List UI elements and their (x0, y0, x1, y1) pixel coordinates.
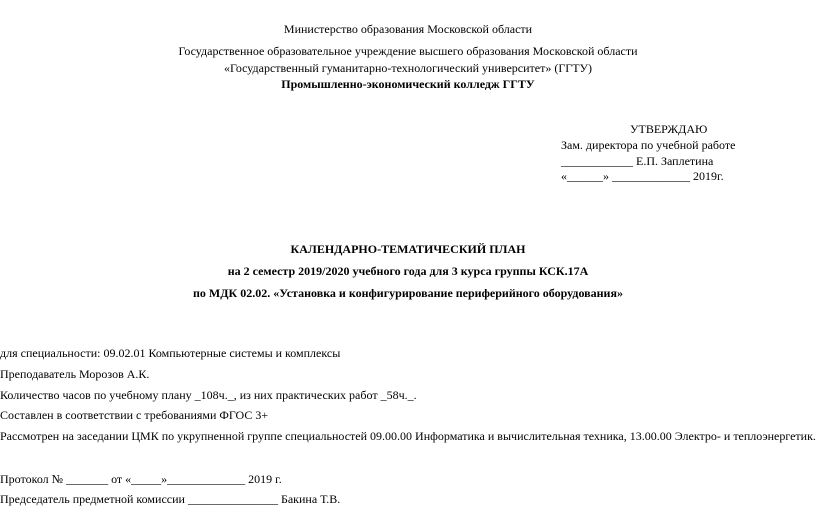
standard-line: Составлен в соответствии с требованиями ФГОС 3+ (0, 408, 269, 422)
ministry-line: Министерство образования Московской области (283, 22, 533, 36)
hours-prefix: Количество часов по учебному плану (0, 388, 195, 402)
hours-suffix: . (413, 388, 417, 402)
protocol-line: Протокол № _______ от «_____»_____________ 2019 г. (0, 472, 282, 486)
teacher-line: Преподаватель Морозов А.К. (0, 367, 150, 381)
approval-date: «______» _____________ 2019г. (561, 169, 724, 183)
institution-line-1: Государственное образовательное учреждение высшего образования Московской области (178, 44, 638, 58)
plan-module: по МДК 02.02. «Установка и конфигурирование периферийного оборудования» (193, 286, 623, 300)
approval-position: Зам. директора по учебной работе (561, 138, 736, 152)
college-name: Промышленно-экономический колледж ГГТУ (281, 77, 535, 91)
specialty-line: для специальности: 09.02.01 Компьютерные системы и комплексы (0, 346, 341, 360)
approval-signature: ____________ Е.П. Заплетина (561, 154, 714, 168)
hours-middle: , из них практических работ (233, 388, 381, 402)
plan-title: КАЛЕНДАРНО-ТЕМАТИЧЕСКИЙ ПЛАН (290, 242, 526, 256)
approval-title: УТВЕРЖДАЮ (630, 122, 708, 136)
plan-semester: на 2 семестр 2019/2020 учебного года для 3 курса группы КСК.17А (227, 264, 589, 278)
hours-line (0, 388, 417, 403)
practice-value: _58ч._ (380, 388, 414, 402)
review-line: Рассмотрен на заседании ЦМК по укрупненной группе специальностей 09.00.00 Информатика и вычислительная техника, 13.00.00 Электро- и теплоэнергетик. (0, 429, 816, 443)
hours-value: _108ч._ (194, 388, 234, 402)
institution-line-2: «Государственный гуманитарно-технологический университет» (ГГТУ) (223, 61, 593, 75)
chairman-line: Председатель предметной комиссии _______________ Бакина Т.В. (0, 492, 341, 506)
